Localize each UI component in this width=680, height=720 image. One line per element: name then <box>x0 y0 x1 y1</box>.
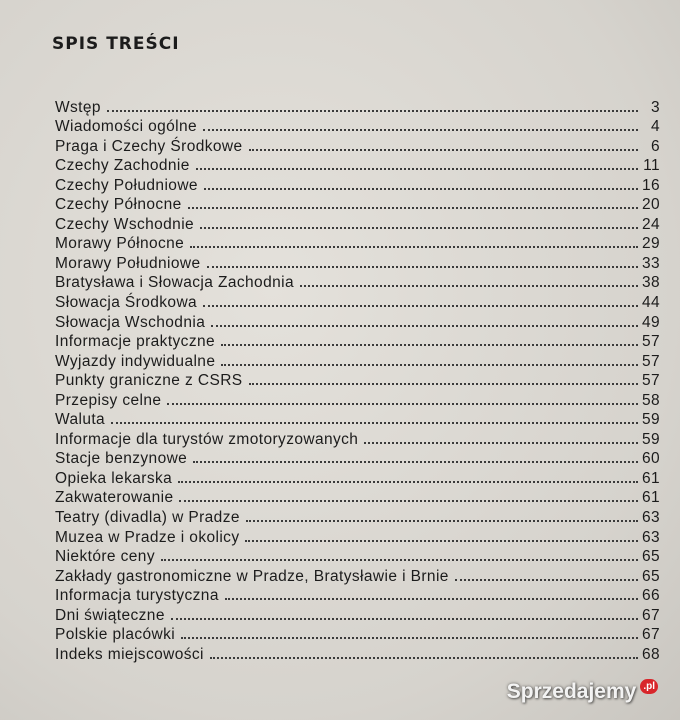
toc-entry <box>55 624 660 644</box>
toc-leader-dots <box>204 188 638 190</box>
toc-entry-page: 61 <box>641 489 660 507</box>
toc-entry <box>55 643 660 663</box>
toc-leader-dots <box>190 246 638 248</box>
toc-leader-dots <box>249 383 638 385</box>
toc-entry <box>55 370 660 390</box>
toc-entry <box>55 409 660 429</box>
page-title: SPIS TREŚCI <box>52 34 180 54</box>
toc-entry <box>55 116 660 136</box>
toc-entry-label: Słowacja Wschodnia <box>55 313 206 331</box>
toc-entry-page: 65 <box>641 548 660 566</box>
toc-entry <box>55 350 660 370</box>
toc-entry <box>55 174 660 194</box>
toc-leader-dots <box>200 227 638 229</box>
toc-leader-dots <box>203 305 638 307</box>
toc-leader-dots <box>249 149 638 151</box>
toc-entry-page: 4 <box>650 118 660 136</box>
toc-entry-label: Niektóre ceny <box>55 548 155 566</box>
toc-entry <box>55 311 660 331</box>
toc-entry-page: 11 <box>643 157 660 175</box>
toc-leader-dots <box>203 129 638 131</box>
toc-leader-dots <box>107 110 638 112</box>
toc-entry <box>55 448 660 468</box>
toc-entry <box>55 135 660 155</box>
toc-entry-label: Bratysława i Słowacja Zachodnia <box>55 274 294 292</box>
toc-entry-page: 66 <box>641 587 660 605</box>
toc-entry-label: Informacje dla turystów zmotoryzowanych <box>55 430 359 448</box>
toc-leader-dots <box>193 461 638 463</box>
toc-entry-label: Opieka lekarska <box>55 469 173 487</box>
toc-leader-dots <box>171 618 638 620</box>
toc-entry-label: Informacje praktyczne <box>55 333 216 351</box>
toc-entry-label: Wyjazdy indywidualne <box>55 352 216 370</box>
toc-entry <box>55 389 660 409</box>
toc-entry <box>55 604 660 624</box>
toc-entry-label: Czechy Północne <box>55 196 182 214</box>
toc-entry-label: Czechy Południowe <box>55 176 198 194</box>
toc-leader-dots <box>225 598 638 600</box>
toc-entry-page: 65 <box>641 567 660 585</box>
toc-leader-dots <box>179 500 637 502</box>
watermark-logo <box>507 680 658 704</box>
toc-entry-label: Informacja turystyczna <box>55 587 219 605</box>
toc-entry <box>55 526 660 546</box>
toc-entry <box>55 252 660 272</box>
toc-entry-label: Zakwaterowanie <box>55 489 174 507</box>
toc-entry-label: Praga i Czechy Środkowe <box>55 137 243 155</box>
toc-entry-page: 58 <box>641 391 660 409</box>
toc-entry-page: 61 <box>641 469 660 487</box>
toc-entry <box>55 291 660 311</box>
toc-entry <box>55 96 660 116</box>
toc-entry-label: Waluta <box>55 411 106 429</box>
toc-entry-page: 57 <box>641 352 660 370</box>
toc-leader-dots <box>211 325 638 327</box>
toc-leader-dots <box>221 344 638 346</box>
watermark-text: Sprzedajemy <box>506 680 637 703</box>
toc-entry-label: Punkty graniczne z CSRS <box>55 372 243 390</box>
toc-entry-page: 63 <box>641 509 660 527</box>
watermark-suffix: .pl <box>640 679 658 694</box>
toc-leader-dots <box>364 442 638 444</box>
toc-entry-page: 67 <box>641 626 660 644</box>
toc-entry-page: 59 <box>641 430 660 448</box>
toc-entry <box>55 565 660 585</box>
toc-leader-dots <box>455 579 638 581</box>
toc-entry <box>55 194 660 214</box>
toc-entry-label: Morawy Północne <box>55 235 185 253</box>
toc-leader-dots <box>167 403 638 405</box>
toc-leader-dots <box>221 364 638 366</box>
toc-entry-page: 57 <box>641 372 660 390</box>
toc-entry-page: 29 <box>641 235 660 253</box>
table-of-contents <box>55 96 660 663</box>
toc-entry-label: Morawy Południowe <box>55 254 201 272</box>
toc-entry-page: 24 <box>641 215 660 233</box>
toc-entry-page: 20 <box>641 196 660 214</box>
toc-entry-label: Stacje benzynowe <box>55 450 188 468</box>
toc-entry-page: 59 <box>641 411 660 429</box>
toc-leader-dots <box>178 481 638 483</box>
toc-leader-dots <box>246 520 638 522</box>
toc-entry-page: 49 <box>641 313 660 331</box>
toc-entry-label: Czechy Wschodnie <box>55 215 195 233</box>
toc-entry-page: 44 <box>641 294 660 312</box>
toc-entry-page: 57 <box>641 333 660 351</box>
toc-entry-page: 67 <box>641 606 660 624</box>
toc-entry <box>55 585 660 605</box>
toc-entry <box>55 233 660 253</box>
toc-entry-page: 16 <box>641 176 660 194</box>
toc-leader-dots <box>181 637 638 639</box>
toc-entry <box>55 331 660 351</box>
toc-entry-page: 68 <box>641 645 660 663</box>
toc-entry-label: Dni świąteczne <box>55 606 165 624</box>
toc-entry-label: Wstęp <box>55 98 101 116</box>
toc-leader-dots <box>210 657 638 659</box>
toc-leader-dots <box>207 266 638 268</box>
toc-leader-dots <box>111 422 638 424</box>
toc-entry-label: Wiadomości ogólne <box>55 118 198 136</box>
toc-entry-label: Indeks miejscowości <box>55 645 204 663</box>
toc-entry <box>55 467 660 487</box>
toc-entry-page: 33 <box>641 254 660 272</box>
toc-leader-dots <box>300 285 638 287</box>
toc-entry-label: Słowacja Środkowa <box>55 294 198 312</box>
toc-entry-label: Muzea w Pradze i okolicy <box>55 528 240 546</box>
toc-entry-page: 38 <box>641 274 660 292</box>
toc-entry-page: 60 <box>641 450 660 468</box>
toc-entry <box>55 546 660 566</box>
toc-entry-label: Czechy Zachodnie <box>55 157 190 175</box>
toc-entry-label: Zakłady gastronomiczne w Pradze, Bratysławie i Brnie <box>55 567 449 585</box>
toc-leader-dots <box>188 207 638 209</box>
toc-entry-label: Teatry (divadla) w Pradze <box>55 509 240 527</box>
toc-entry-page: 3 <box>650 98 660 116</box>
toc-leader-dots <box>196 168 638 170</box>
toc-leader-dots <box>161 559 638 561</box>
toc-entry <box>55 272 660 292</box>
toc-entry <box>55 428 660 448</box>
toc-entry <box>55 506 660 526</box>
toc-entry-label: Polskie placówki <box>55 626 176 644</box>
toc-entry <box>55 155 660 175</box>
toc-entry-page: 63 <box>641 528 660 546</box>
toc-entry <box>55 487 660 507</box>
toc-entry-label: Przepisy celne <box>55 391 162 409</box>
toc-entry <box>55 213 660 233</box>
toc-leader-dots <box>245 540 637 542</box>
toc-entry-page: 6 <box>650 137 660 155</box>
